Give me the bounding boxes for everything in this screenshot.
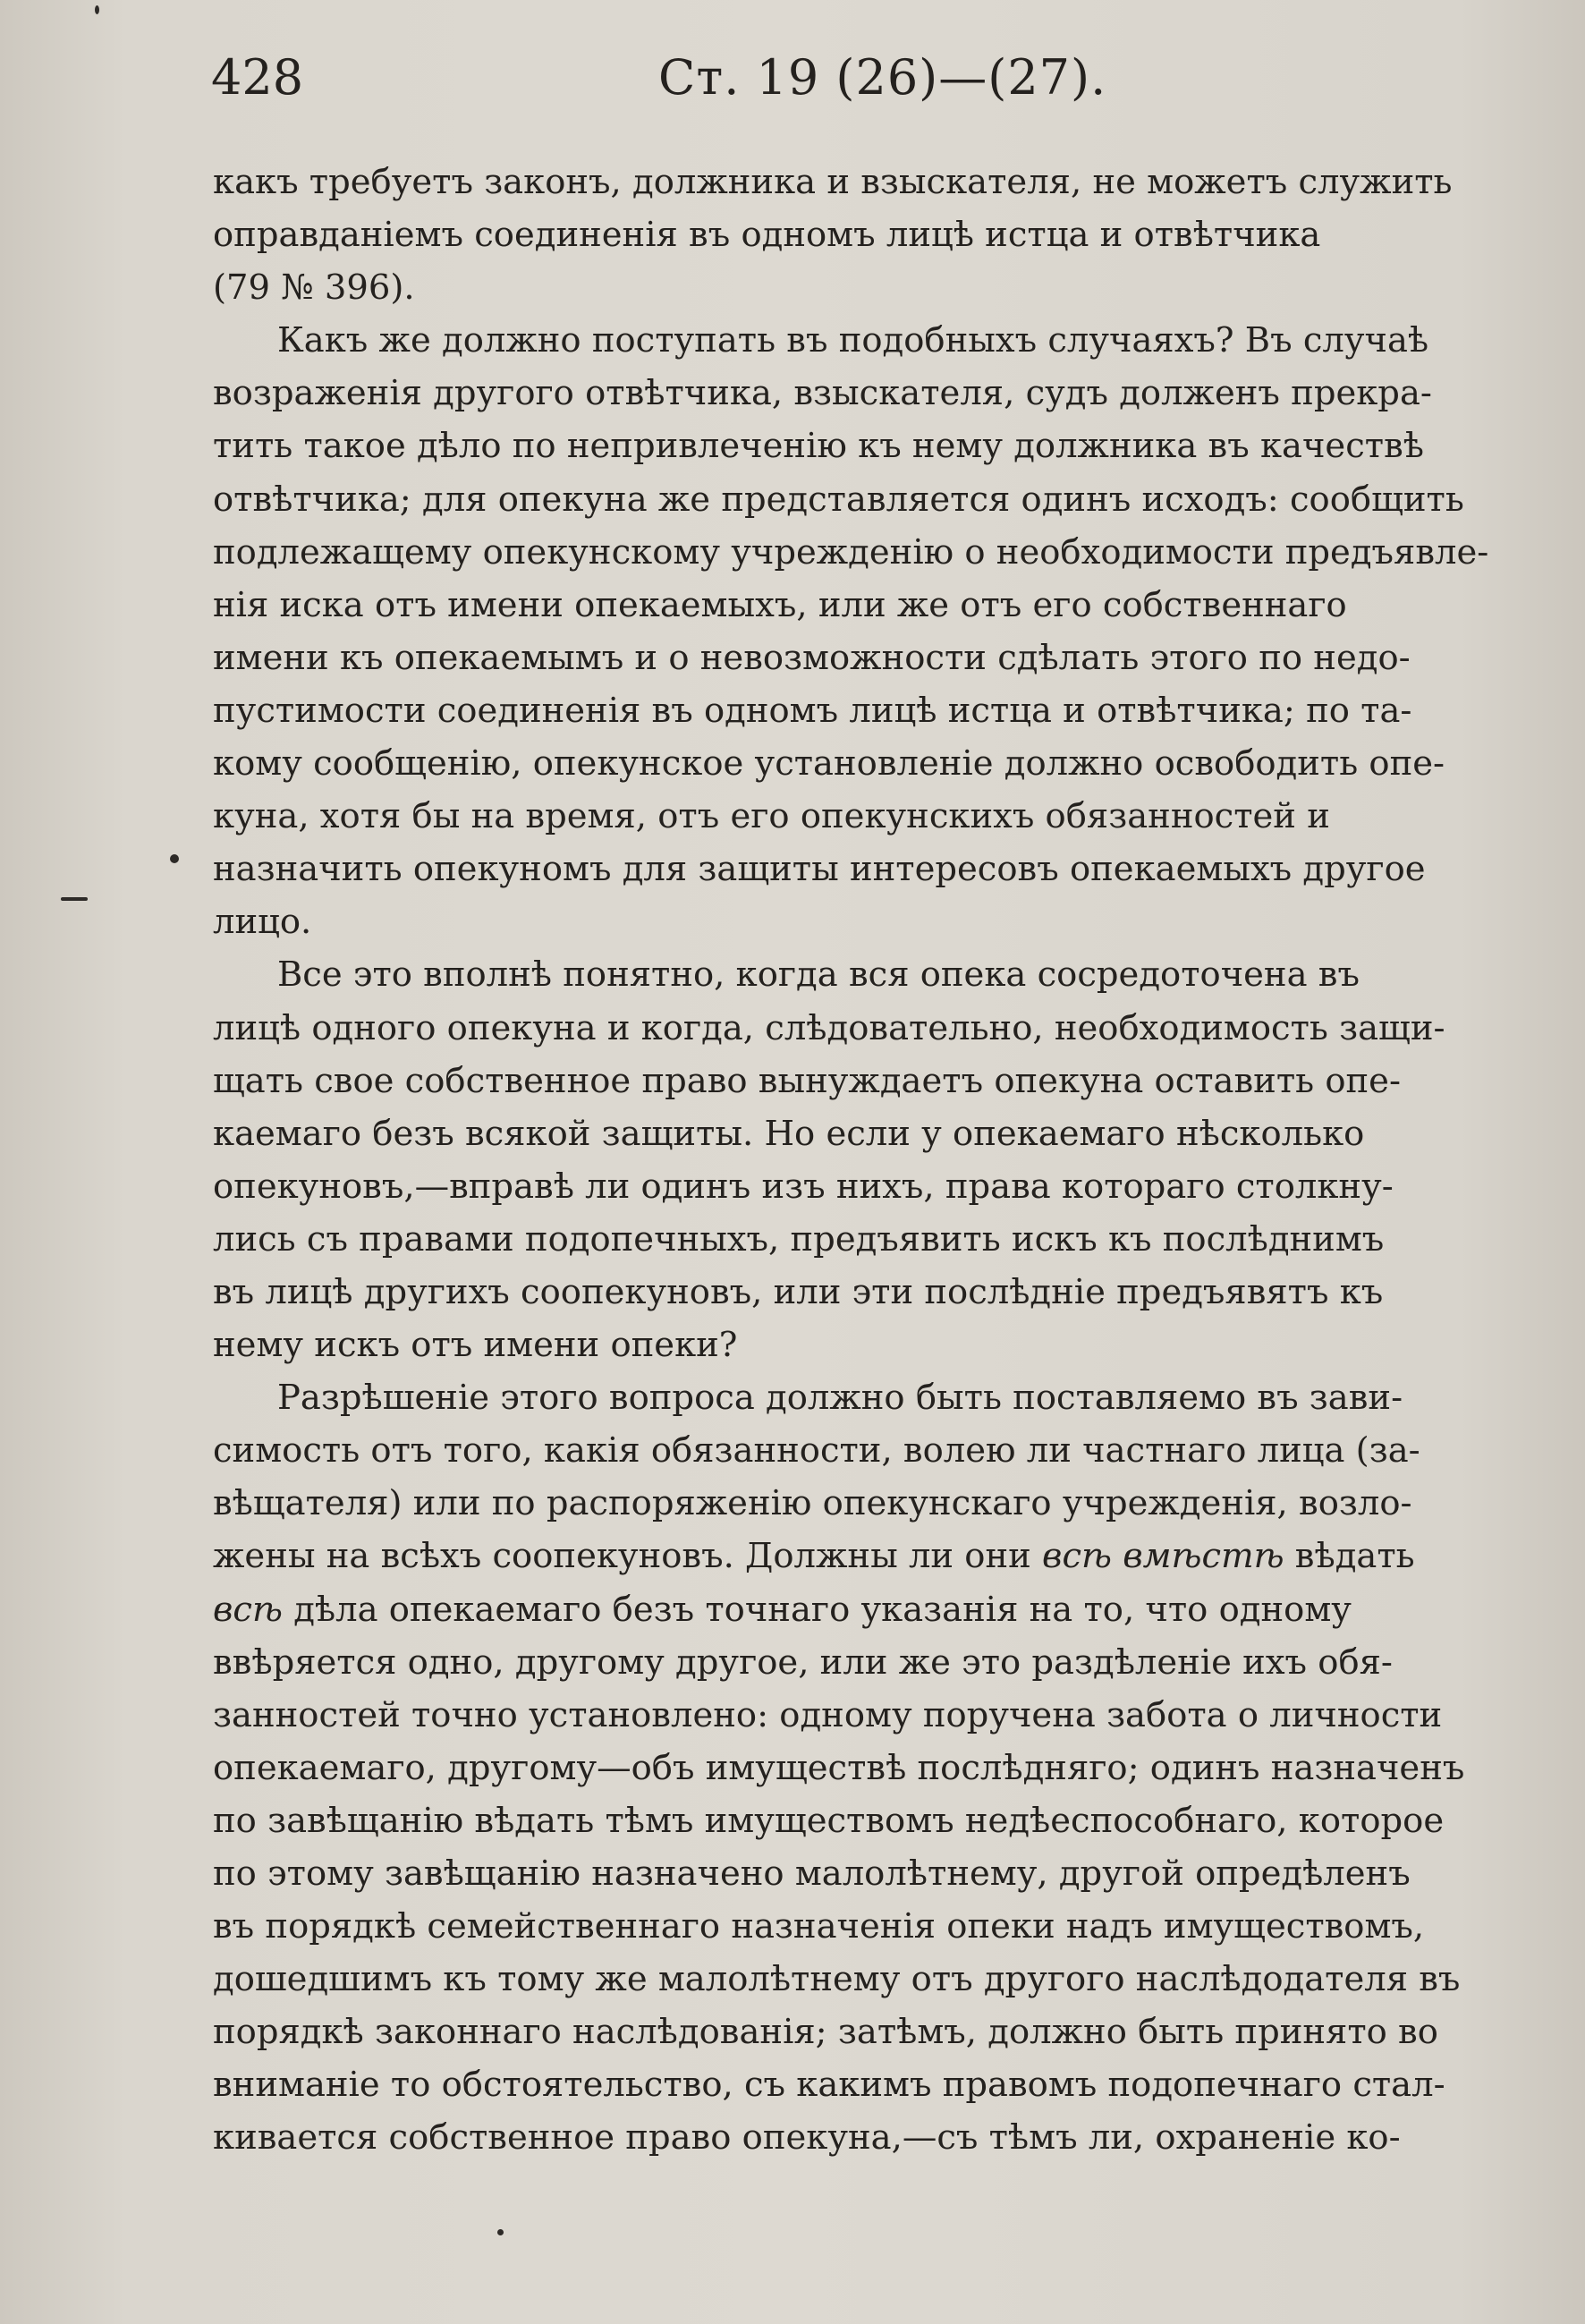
text-line: опекаемаго, другому—объ имуществѣ послѣдняго; одинъ назначенъ: [213, 1747, 1465, 1788]
text-line: имени къ опекаемымъ и о невозможности сдѣлать этого по недо-: [213, 637, 1411, 678]
scan-speck: [95, 5, 99, 14]
text-line: возраженія другого отвѣтчика, взыскателя, судъ долженъ прекра-: [213, 373, 1432, 414]
text-line: Разрѣшеніе этого вопроса должно быть поставляемо въ зави-: [277, 1378, 1403, 1419]
text-line: куна, хотя бы на время, отъ его опекунскихъ обязанностей и: [213, 796, 1330, 837]
text-line: (79 № 396).: [213, 267, 415, 309]
scan-speck: [497, 2229, 504, 2235]
text-line: кому сообщенію, опекунское установленіе должно освободить опе-: [213, 743, 1445, 785]
text-line: дошедшимъ къ тому же малолѣтнему отъ другого наслѣдодателя въ: [213, 1959, 1461, 2000]
text-line: оправданіемъ соединенія въ одномъ лицѣ истца и отвѣтчика: [213, 215, 1321, 256]
scan-speck: [170, 854, 179, 863]
text-line: пустимости соединенія въ одномъ лицѣ истца и отвѣтчика; по та-: [213, 690, 1412, 731]
text-line: ввѣряется одно, другому другое, или же это раздѣленіе ихъ обя-: [213, 1641, 1393, 1683]
scan-speck: [61, 897, 88, 901]
text-line: по завѣщанію вѣдать тѣмъ имуществомъ недѣеспособнаго, которое: [213, 1800, 1445, 1841]
text-line: порядкѣ законнаго наслѣдованія; затѣмъ, должно быть принято во: [213, 2012, 1438, 2053]
italic-emphasis: всѣ вмѣстѣ: [1042, 1536, 1284, 1577]
text-line: нему искъ отъ имени опеки?: [213, 1325, 738, 1366]
text-line: щать свое собственное право вынуждаетъ опекуна оставить опе-: [213, 1060, 1401, 1101]
paragraph-2: [213, 314, 1510, 948]
text-line: жены на всѣхъ соопекуновъ. Должны ли они всѣ вмѣстѣ вѣдать: [213, 1536, 1415, 1577]
text-line: каемаго безъ всякой защиты. Но если у опекаемаго нѣсколько: [213, 1113, 1365, 1154]
text-line: занностей точно установлено: одному поручена забота о личности: [213, 1694, 1443, 1735]
text-line: назначить опекуномъ для защиты интересовъ опекаемыхъ другое: [213, 849, 1426, 890]
text-line: вѣщателя) или по распоряженію опекунскаго учрежденія, возло-: [213, 1483, 1412, 1524]
running-head: Ст. 19 (26)—(27).: [658, 49, 1107, 106]
body-text: [213, 156, 1510, 2165]
italic-emphasis: всѣ: [213, 1589, 283, 1630]
text-line: отвѣтчика; для опекуна же представляется одинъ исходъ: сообщить: [213, 479, 1464, 520]
page-number: 428: [211, 49, 304, 106]
text-line: лицо.: [213, 902, 312, 943]
text-line: какъ требуетъ законъ, должника и взыскателя, не можетъ служить: [213, 162, 1453, 202]
text-line: въ порядкѣ семейственнаго назначенія опеки надъ имуществомъ,: [213, 1906, 1425, 1947]
text-line: подлежащему опекунскому учрежденію о необходимости предъявле-: [213, 531, 1489, 573]
text-line: вниманіе то обстоятельство, съ какимъ правомъ подопечнаго стал-: [213, 2065, 1445, 2106]
text-line: нія иска отъ имени опекаемыхъ, или же отъ его собственнаго: [213, 584, 1347, 625]
text-line: опекуновъ,—вправѣ ли одинъ изъ нихъ, права котораго столкну-: [213, 1166, 1394, 1207]
text-line: лись съ правами подопечныхъ, предъявить искъ къ послѣднимъ: [213, 1218, 1385, 1260]
text-line: лицѣ одного опекуна и когда, слѣдовательно, необходимость защи-: [213, 1007, 1445, 1048]
text-line: всѣ дѣла опекаемаго безъ точнаго указанія на то, что одному: [213, 1589, 1352, 1630]
text-line: симость отъ того, какія обязанности, волею ли частнаго лица (за-: [213, 1430, 1420, 1472]
paragraph-4: [213, 1371, 1510, 2164]
page-header: [211, 47, 1517, 109]
text-line: кивается собственное право опекуна,—съ тѣмъ ли, охраненіе ко-: [213, 2117, 1401, 2159]
text-line: Все это вполнѣ понятно, когда вся опека сосредоточена въ: [277, 954, 1360, 996]
paragraph-1: [213, 156, 1510, 314]
text-line: по этому завѣщанію назначено малолѣтнему, другой опредѣленъ: [213, 1853, 1411, 1894]
paragraph-3: [213, 948, 1510, 1371]
text-line: Какъ же должно поступать въ подобныхъ случаяхъ? Въ случаѣ: [277, 320, 1429, 361]
text-line: въ лицѣ другихъ соопекуновъ, или эти послѣдніе предъявятъ къ: [213, 1271, 1384, 1312]
text-line: тить такое дѣло по непривлеченію къ нему должника въ качествѣ: [213, 426, 1424, 467]
